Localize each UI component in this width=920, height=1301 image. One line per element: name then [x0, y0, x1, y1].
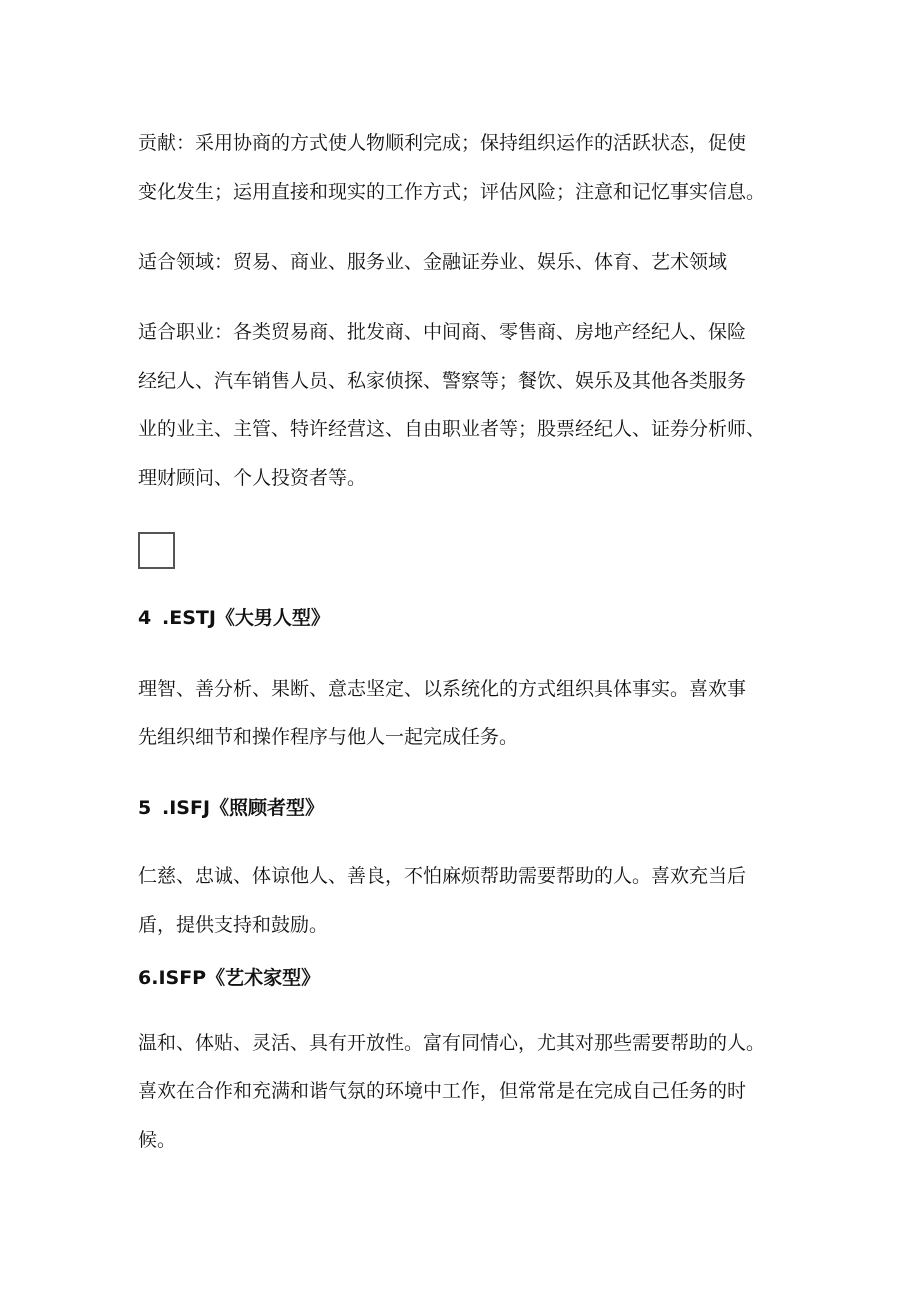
isfp-line-2: 喜欢在合作和充满和谐气氛的环境中工作，但常常是在完成自己任务的时 [138, 1080, 747, 1102]
isfp-heading: 6.ISFP《艺术家型》 [138, 967, 321, 989]
isfj-line-1: 仁慈、忠诚、体谅他人、善良，不怕麻烦帮助需要帮助的人。喜欢充当后 [138, 865, 747, 887]
suitable-jobs-line-2: 经纪人、汽车销售人员、私家侦探、警察等；餐饮、娱乐及其他各类服务 [138, 370, 747, 392]
isfp-line-3: 候。 [138, 1129, 177, 1151]
suitable-jobs-line-4: 理财顾问、个人投资者等。 [138, 467, 367, 489]
contribution-line-1: 贡献：采用协商的方式使人物顺利完成；保持组织运作的活跃状态，促使 [138, 132, 747, 154]
estj-number: 4 [138, 607, 152, 629]
suitable-fields: 适合领域：贸易、商业、服务业、金融证券业、娱乐、体育、艺术领域 [138, 251, 728, 273]
estj-title: .ESTJ《大男人型》 [162, 607, 330, 629]
estj-line-2: 先组织细节和操作程序与他人一起完成任务。 [138, 726, 519, 748]
contribution-line-2: 变化发生；运用直接和现实的工作方式；评估风险；注意和记忆事实信息。 [138, 181, 766, 203]
isfp-line-1: 温和、体贴、灵活、具有开放性。富有同情心，尤其对那些需要帮助的人。 [138, 1032, 766, 1054]
isfj-number: 5 [138, 797, 152, 819]
estj-line-1: 理智、善分析、果断、意志坚定、以系统化的方式组织具体事实。喜欢事 [138, 678, 747, 700]
checkbox[interactable] [138, 532, 175, 569]
isfj-title: .ISFJ《照顾者型》 [162, 797, 325, 819]
suitable-jobs-line-1: 适合职业：各类贸易商、批发商、中间商、零售商、房地产经纪人、保险 [138, 321, 747, 343]
isfj-heading [138, 796, 324, 820]
suitable-jobs-line-3: 业的业主、主管、特许经营这、自由职业者等；股票经纪人、证券分析师、 [138, 418, 766, 440]
estj-heading [138, 606, 330, 630]
isfj-line-2: 盾，提供支持和鼓励。 [138, 914, 329, 936]
